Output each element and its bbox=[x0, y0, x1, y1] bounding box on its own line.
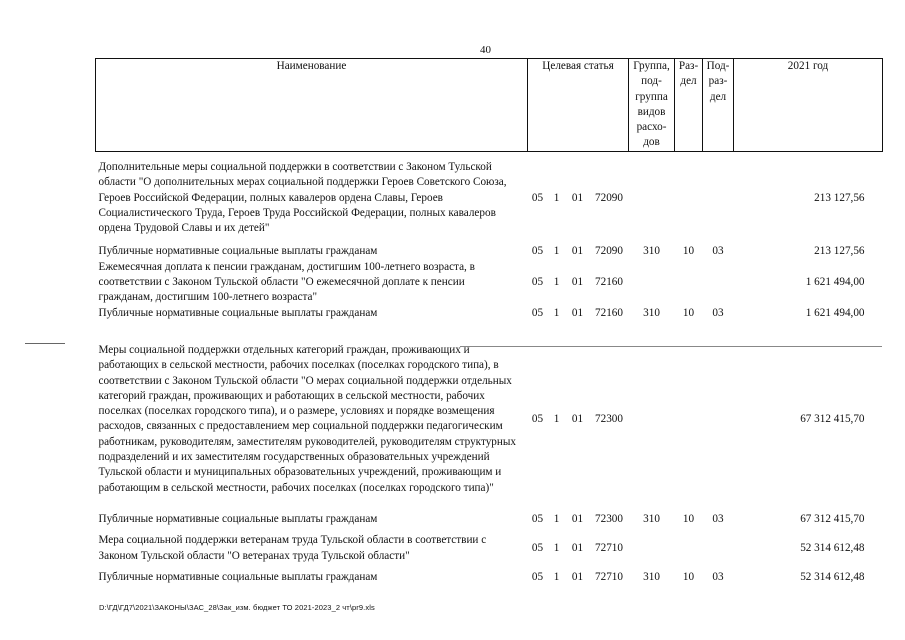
header-group: Группа, под-группа видов расхо-дов bbox=[629, 59, 675, 152]
row-code-c: 01 bbox=[571, 306, 584, 319]
row-section: 10 bbox=[682, 306, 695, 319]
row-group: 310 bbox=[643, 306, 660, 319]
row-code-a: 05 bbox=[531, 245, 544, 258]
row-code-d: 72090 bbox=[595, 245, 623, 258]
row-code-b: 1 bbox=[553, 276, 560, 289]
row-code-c: 01 bbox=[571, 191, 584, 204]
row-amount: 52 314 612,48 bbox=[800, 541, 865, 554]
row-amount: 67 312 415,70 bbox=[800, 512, 865, 525]
table-row bbox=[96, 160, 883, 236]
row-section: 10 bbox=[682, 245, 695, 258]
table-row bbox=[96, 512, 883, 527]
row-subsection bbox=[703, 160, 734, 236]
row-code-b: 1 bbox=[553, 191, 560, 204]
row-code-c: 01 bbox=[571, 512, 584, 525]
row-code-a: 05 bbox=[531, 412, 544, 425]
row-group: 310 bbox=[643, 570, 660, 583]
table-row bbox=[96, 244, 883, 259]
row-name: Ежемесячная доплата к пенсии гражданам, достигшим 100-летнего возраста, в соответствии с Законом Тульской области "О ежемесячной доплате к пенсии гражданам, достигшим 100-летнего возраста" bbox=[98, 260, 475, 304]
table-row bbox=[96, 306, 883, 321]
row-name: Публичные нормативные социальные выплаты гражданам bbox=[98, 306, 378, 319]
header-name: Наименование bbox=[96, 59, 528, 152]
row-group: 310 bbox=[643, 245, 660, 258]
row-name: Дополнительные меры социальной поддержки в соответствии с Законом Тульской области "О дополнительных мерах социальной поддержки Героев Советского Союза, Героев Российской Федерации, полных кавалеров ордена Славы, Героев Социалистического Труда, Героев Труда Российской Федерации, полных кавалеров ордена Трудовой Славы и их детей" bbox=[98, 161, 507, 235]
row-code-d: 72160 bbox=[595, 276, 623, 289]
row-amount: 67 312 415,70 bbox=[800, 412, 865, 425]
row-code-a: 05 bbox=[531, 570, 544, 583]
row-amount: 213 127,56 bbox=[814, 191, 865, 204]
row-section bbox=[675, 260, 703, 306]
scan-artifact-line bbox=[25, 343, 65, 344]
row-name: Публичные нормативные социальные выплаты гражданам bbox=[98, 512, 378, 525]
file-path-footer: D:\ГД\ГД7\2021\ЗАКОНЫ\ЗАС_28\Зак_изм. бюджет ТО 2021-2023_2 чт\pr9.xls bbox=[99, 603, 375, 612]
row-subsection bbox=[703, 343, 734, 496]
header-section: Раз-дел bbox=[675, 59, 703, 152]
row-code-d: 72710 bbox=[595, 570, 623, 583]
row-amount: 52 314 612,48 bbox=[800, 570, 865, 583]
table-row bbox=[96, 260, 883, 306]
row-group bbox=[629, 260, 675, 306]
row-code-d: 72090 bbox=[595, 191, 623, 204]
row-code-a: 05 bbox=[531, 276, 544, 289]
row-subsection: 03 bbox=[712, 306, 724, 319]
row-amount: 1 621 494,00 bbox=[805, 306, 865, 319]
row-name: Мера социальной поддержки ветеранам труда Тульской области в соответствии с Законом Тульской области "О ветеранах труда Тульской области" bbox=[98, 534, 487, 562]
row-code-b: 1 bbox=[553, 245, 560, 258]
row-subsection: 03 bbox=[712, 570, 724, 583]
row-group: 310 bbox=[643, 512, 660, 525]
row-code-a: 05 bbox=[531, 541, 544, 554]
row-amount: 1 621 494,00 bbox=[805, 276, 865, 289]
header-subsection: Под-раз-дел bbox=[703, 59, 734, 152]
row-section bbox=[675, 533, 703, 564]
row-subsection bbox=[703, 533, 734, 564]
row-group bbox=[629, 343, 675, 496]
row-code-c: 01 bbox=[571, 412, 584, 425]
row-code-c: 01 bbox=[571, 541, 584, 554]
row-subsection bbox=[703, 260, 734, 306]
row-code-d: 72710 bbox=[595, 541, 623, 554]
row-code-b: 1 bbox=[553, 570, 560, 583]
header-year: 2021 год bbox=[734, 59, 883, 152]
row-code-c: 01 bbox=[571, 245, 584, 258]
row-code-c: 01 bbox=[571, 570, 584, 583]
table-row bbox=[96, 533, 883, 564]
row-code-a: 05 bbox=[531, 191, 544, 204]
row-code-d: 72300 bbox=[595, 512, 623, 525]
table-header-row bbox=[96, 59, 883, 152]
budget-table bbox=[95, 58, 883, 585]
row-name: Меры социальной поддержки отдельных категорий граждан, проживающих и работающих в сельской местности, рабочих поселках (поселках городского типа), в соответствии с Законом Тульской области "О мерах социальной поддержки отдельных категорий граждан, проживающих и работающих в сельской местности, рабочих поселках (поселках городского типа), и о размере, условиях и порядке возмещения расходов, связанных с предоставлением мер социальной поддержки педагогическим работникам, руководителям, заместителям руководителей, руководителям структурных подразделений и их заместителям государственных образовательных учреждений Тульской области и муниципальных образовательных учреждений, проживающим и работающим в сельской местности, рабочих поселках (поселках городского типа)" bbox=[98, 343, 516, 494]
row-code-d: 72300 bbox=[595, 412, 623, 425]
table-row bbox=[96, 570, 883, 585]
row-code-b: 1 bbox=[553, 412, 560, 425]
row-group bbox=[629, 160, 675, 236]
table-row bbox=[96, 343, 883, 496]
row-name: Публичные нормативные социальные выплаты гражданам bbox=[98, 245, 378, 258]
row-code-b: 1 bbox=[553, 306, 560, 319]
page-number: 40 bbox=[480, 44, 491, 56]
row-section bbox=[675, 343, 703, 496]
row-code-b: 1 bbox=[553, 541, 560, 554]
row-section: 10 bbox=[682, 512, 695, 525]
row-section: 10 bbox=[682, 570, 695, 583]
row-subsection: 03 bbox=[712, 245, 724, 258]
row-code-c: 01 bbox=[571, 276, 584, 289]
row-group bbox=[629, 533, 675, 564]
row-amount: 213 127,56 bbox=[814, 245, 865, 258]
row-code-a: 05 bbox=[531, 512, 544, 525]
header-target: Целевая статья bbox=[528, 59, 629, 152]
row-name: Публичные нормативные социальные выплаты гражданам bbox=[98, 570, 378, 583]
row-code-a: 05 bbox=[531, 306, 544, 319]
row-subsection: 03 bbox=[712, 512, 724, 525]
row-section bbox=[675, 160, 703, 236]
row-code-b: 1 bbox=[553, 512, 560, 525]
row-code-d: 72160 bbox=[595, 306, 623, 319]
